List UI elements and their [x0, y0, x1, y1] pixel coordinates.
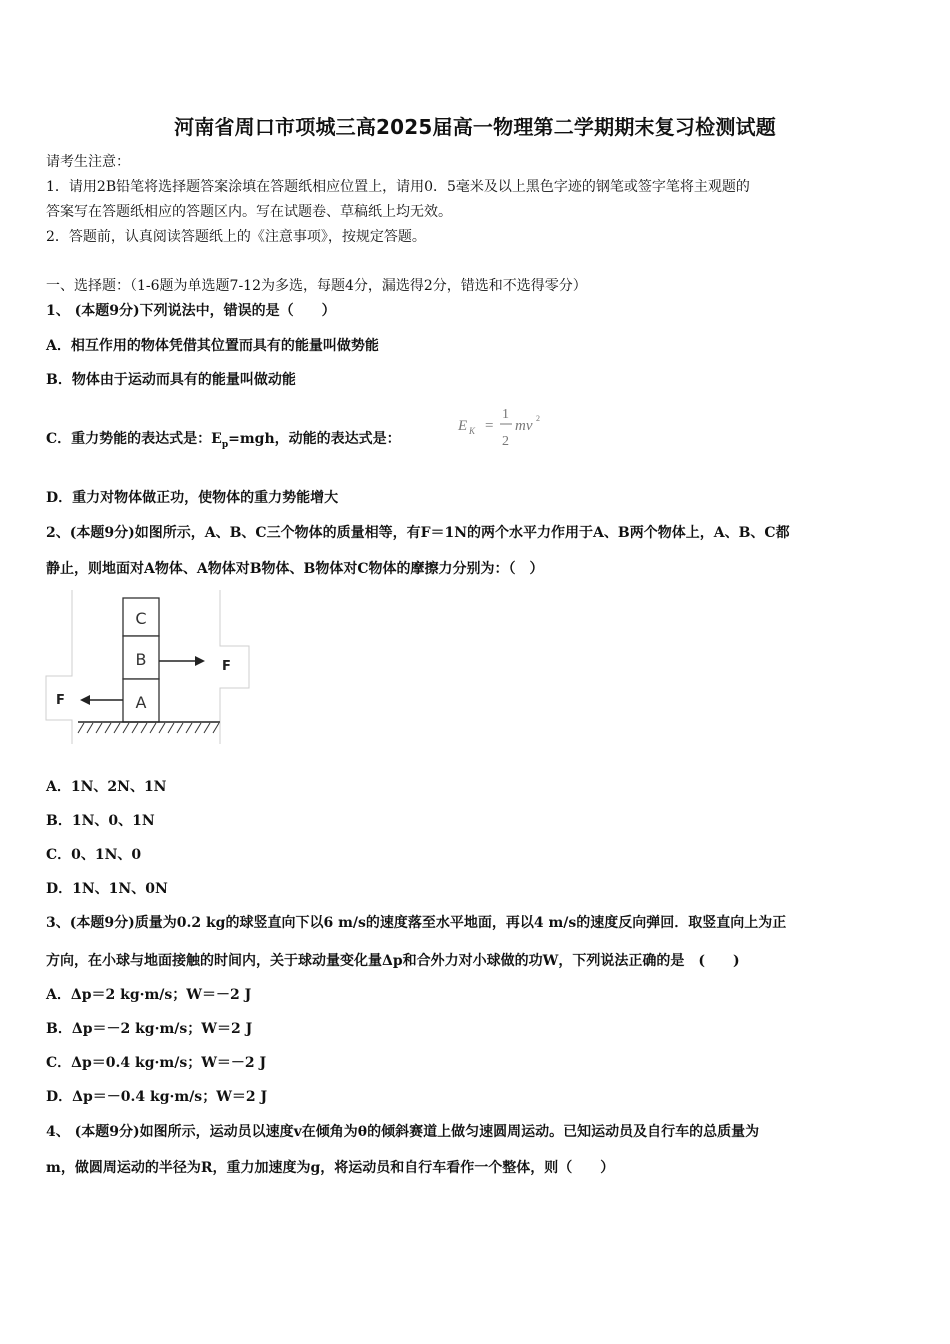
notice-item-1-cont: 答案写在答题纸相应的答题区内。写在试题卷、草稿纸上均无效。 [46, 204, 452, 220]
formula-equals: = [485, 418, 494, 434]
option-c-subscript: p [221, 439, 229, 450]
option-c-prefix: C．重力势能的表达式是：E [46, 431, 222, 447]
force-label-left: F [56, 693, 65, 708]
blocks-force-diagram [44, 588, 254, 748]
formula-ek: E [458, 418, 468, 434]
question-1-option-d: D．重力对物体做正功，使物体的重力势能增大 [46, 490, 339, 506]
question-1-option-b: B．物体由于运动而具有的能量叫做动能 [46, 372, 296, 388]
page-title: 河南省周口市项城三高2025届高一物理第二学期期末复习检测试题 [174, 115, 776, 139]
section-heading: 一、选择题：（1-6题为单选题7-12为多选，每题4分，漏选得2分，错选和不选得零分） [46, 278, 587, 294]
question-3-option-b: B．Δp＝－2 kg·m/s；W＝2 J [46, 1021, 253, 1037]
force-label-right: F [222, 659, 231, 674]
block-b-label: B [135, 650, 147, 669]
question-1-option-c [46, 430, 401, 454]
question-1-stem: 1、 (本题9分)下列说法中，错误的是（ ） [46, 303, 336, 319]
block-c-label: C [135, 609, 147, 628]
question-2-option-c: C．0、1N、0 [46, 847, 142, 863]
formula-exponent: 2 [536, 414, 540, 423]
notice-item-1: 1．请用2B铅笔将选择题答案涂填在答题纸相应位置上，请用0．5毫米及以上黑色字迹的钢笔或签字笔将主观题的 [46, 179, 750, 195]
question-4-stem: 4、 (本题9分)如图所示，运动员以速度v在倾角为θ的倾斜赛道上做匀速圆周运动。已知运动员及自行车的总质量为 [46, 1124, 760, 1140]
question-3-stem: 3、(本题9分)质量为0.2 kg的球竖直向下以6 m/s的速度落至水平地面，再以4 m/s的速度反向弹回．取竖直向上为正 [46, 915, 787, 931]
block-a-label: A [135, 693, 147, 712]
formula-ek-sub: K [469, 426, 476, 436]
kinetic-energy-formula [456, 402, 556, 454]
option-c-suffix: =mgh，动能的表达式是： [228, 431, 401, 447]
question-2-stem: 2、(本题9分)如图所示，A、B、C三个物体的质量相等，有F＝1N的两个水平力作用于A、B两个物体上，A、B、C都 [46, 525, 790, 541]
notice-heading: 请考生注意： [46, 154, 130, 170]
question-3-option-d: D．Δp＝－0.4 kg·m/s；W＝2 J [46, 1089, 268, 1105]
question-3-stem-cont: 方向，在小球与地面接触的时间内，关于球动量变化量Δp和合外力对小球做的功W，下列说法正确的是 ( ) [46, 953, 740, 969]
question-3-option-a: A．Δp＝2 kg·m/s；W＝－2 J [46, 987, 252, 1003]
question-2-option-b: B．1N、0、1N [46, 813, 155, 829]
notice-item-2: 2．答题前，认真阅读答题纸上的《注意事项》，按规定答题。 [46, 229, 426, 245]
question-2-stem-cont: 静止，则地面对A物体、A物体对B物体、B物体对C物体的摩擦力分别为：（ ） [46, 561, 544, 577]
question-3-option-c: C．Δp＝0.4 kg·m/s；W＝－2 J [46, 1055, 267, 1071]
question-2-option-d: D．1N、1N、0N [46, 881, 168, 897]
question-2-option-a: A．1N、2N、1N [46, 779, 167, 795]
question-4-stem-cont: m，做圆周运动的半径为R，重力加速度为g，将运动员和自行车看作一个整体，则（ ） [46, 1160, 615, 1176]
formula-numerator: 1 [502, 407, 509, 422]
formula-mv: mv [515, 418, 533, 434]
question-1-option-a: A．相互作用的物体凭借其位置而具有的能量叫做势能 [46, 338, 379, 354]
formula-denominator: 2 [502, 434, 509, 449]
